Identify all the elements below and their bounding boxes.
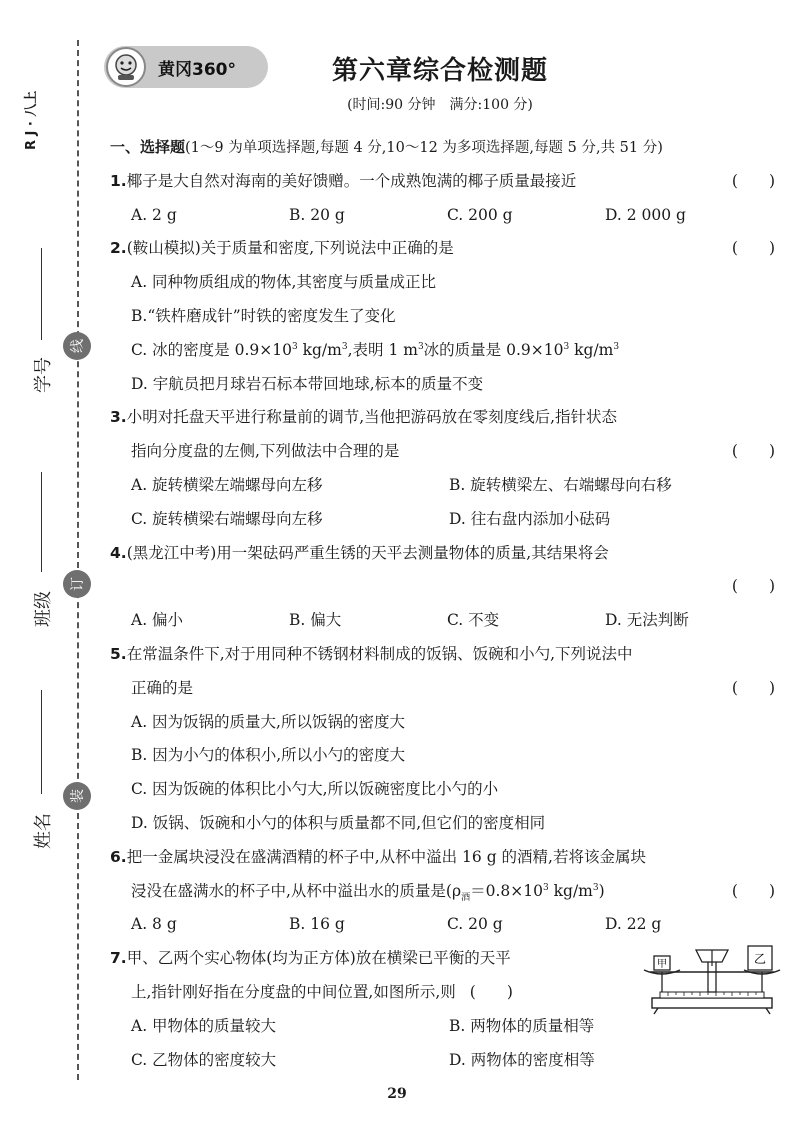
option-c: C. 20 g — [447, 915, 503, 934]
class-blank — [41, 472, 42, 572]
option-d: D. 宇航员把月球岩石标本带回地球,标本的质量不变 — [131, 374, 484, 393]
brand-text: 黄冈360° — [158, 59, 236, 80]
question-3-options-cd — [131, 503, 775, 537]
option-a: A. 2 g — [131, 205, 177, 224]
question-number: 6. — [110, 847, 127, 866]
question-stem: 指向分度盘的左侧,下列做法中合理的是 — [131, 442, 400, 461]
option-d: D. 无法判断 — [605, 611, 689, 630]
cube-jia-label: 甲 — [657, 959, 667, 970]
question-7-stem-cont — [131, 976, 631, 1010]
option-b: B. 旋转横梁左、右端螺母向右移 — [449, 475, 672, 494]
question-stem: (黑龙江中考)用一架砝码严重生锈的天平去测量物体的质量,其结果将会 — [126, 543, 609, 562]
cube-yi-label: 乙 — [753, 952, 767, 966]
page-title: 第六章综合检测题 — [331, 56, 548, 86]
question-5 — [110, 638, 775, 672]
question-6-stem-cont: 浸没在盛满水的杯子中,从杯中溢出水的质量是($\rho_酒=0.8\times 10^3$ $kg/m^3$) ( ) — [131, 875, 775, 909]
question-stem: 甲、乙两个实心物体(均为正方体)放在横梁已平衡的天平 — [126, 949, 511, 968]
question-number: 7. — [110, 949, 127, 968]
option-b: B. 两物体的质量相等 — [449, 1016, 595, 1035]
question-3-options-ab — [131, 469, 775, 503]
beam-scale — [660, 992, 764, 998]
question-7-options-cd — [131, 1044, 775, 1078]
answer-blank: ( ) — [731, 442, 775, 461]
option-a: A. 同种物质组成的物体,其密度与质量成正比 — [131, 273, 436, 292]
option-b: B. 偏大 — [289, 611, 342, 630]
option-a: A. 甲物体的质量较大 — [131, 1016, 277, 1035]
answer-blank: ( ) — [731, 678, 775, 697]
question-stem: 把一金属块浸没在盛满酒精的杯子中,从杯中溢出 16 g 的酒精,若将该金属块 — [126, 847, 646, 866]
exam-info: (时间:90 分钟 满分:100 分) — [347, 97, 533, 113]
option-b: B. 20 g — [289, 205, 345, 224]
binding-dashed-line — [77, 40, 79, 1080]
name-label: 姓名 — [33, 813, 54, 849]
question-5-stem-cont — [131, 672, 775, 706]
balance-base — [652, 998, 772, 1008]
option-d: D. 22 g — [605, 915, 662, 934]
option-b: B. 16 g — [289, 915, 345, 934]
option-c: C. 乙物体的密度较大 — [131, 1050, 277, 1069]
option-a: A. 8 g — [131, 915, 177, 934]
class-label: 班级 — [33, 591, 54, 627]
option-c: C. 冰的密度是 $0.9\times 10^3$ $kg/m^3$,表明 1 $m^3$冰的质量是 $0.9\times 10^3$ $kg/m^3$ — [131, 340, 620, 359]
question-number: 5. — [110, 644, 127, 663]
section-note: (1～9 为单项选择题,每题 4 分,10～12 为多项选择题,每题 5 分,共 51 分) — [185, 140, 663, 156]
student-id-blank — [41, 248, 42, 340]
question-number: 2. — [110, 239, 127, 258]
balance-figure — [638, 936, 786, 1016]
section-heading — [110, 131, 775, 165]
question-number: 4. — [110, 543, 127, 562]
question-3-stem-cont — [131, 435, 775, 469]
question-4-options — [131, 604, 775, 638]
option-d: D. 饭锅、饭碗和小勺的体积与质量都不同,但它们的密度相同 — [131, 813, 546, 832]
staple-mark-zhuang: 装 — [63, 782, 91, 810]
question-stem: (鞍山模拟)关于质量和密度,下列说法中正确的是 — [126, 239, 454, 258]
question-stem: 椰子是大自然对海南的美好馈赠。一个成熟饱满的椰子质量最接近 — [126, 171, 577, 190]
answer-blank: ( ) — [731, 171, 775, 190]
option-d: D. 往右盘内添加小砝码 — [449, 509, 611, 528]
option-c: C. 200 g — [447, 205, 513, 224]
name-blank — [41, 690, 42, 794]
mascot-icon — [106, 47, 146, 87]
option-b: B.“铁杵磨成针”时铁的密度发生了变化 — [131, 306, 396, 325]
option-b: B. 因为小勺的体积小,所以小勺的密度大 — [131, 746, 406, 765]
cut-line-mark: 线 — [63, 332, 91, 360]
question-number: 1. — [110, 171, 127, 190]
option-c: C. 旋转横梁右端螺母向左移 — [131, 509, 323, 528]
question-number: 3. — [110, 408, 127, 427]
question-6 — [110, 841, 775, 875]
question-stem: 上,指针刚好指在分度盘的中间位置,如图所示,则 — [131, 982, 456, 1001]
page-number: 29 — [387, 1086, 407, 1102]
question-7 — [110, 942, 610, 976]
option-a: A. 因为饭锅的质量大,所以饭锅的密度大 — [131, 712, 405, 731]
section-title: 一、选择题 — [110, 138, 186, 156]
answer-blank: ( ) — [469, 982, 513, 1001]
series-code: R J · 八上 — [24, 90, 39, 150]
option-d: D. 两物体的密度相等 — [449, 1050, 595, 1069]
question-stem: 小明对托盘天平进行称量前的调节,当他把游码放在零刻度线后,指针状态 — [126, 408, 618, 427]
question-4-blank-line — [110, 570, 775, 604]
question-stem: 在常温条件下,对于用同种不锈钢材料制成的饭锅、饭碗和小勺,下列说法中 — [126, 644, 633, 663]
option-a: A. 偏小 — [131, 611, 184, 630]
staple-mark-ding: 订 — [63, 570, 91, 598]
answer-blank: ( ) — [731, 239, 775, 258]
brand-badge — [104, 46, 268, 88]
answer-blank: ( ) — [731, 881, 775, 900]
answer-blank: ( ) — [731, 577, 775, 596]
question-stem: 正确的是 — [131, 678, 194, 697]
option-a: A. 旋转横梁左端螺母向左移 — [131, 475, 323, 494]
question-1 — [110, 165, 775, 199]
option-d: D. 2 000 g — [605, 205, 686, 224]
option-c: C. 因为饭碗的体积比小勺大,所以饭碗密度比小勺的小 — [131, 780, 499, 799]
student-id-label: 学号 — [33, 357, 54, 393]
option-c: C. 不变 — [447, 611, 500, 630]
question-4 — [110, 537, 775, 571]
question-2 — [110, 232, 775, 266]
question-1-options — [131, 199, 775, 233]
question-3 — [110, 401, 775, 435]
